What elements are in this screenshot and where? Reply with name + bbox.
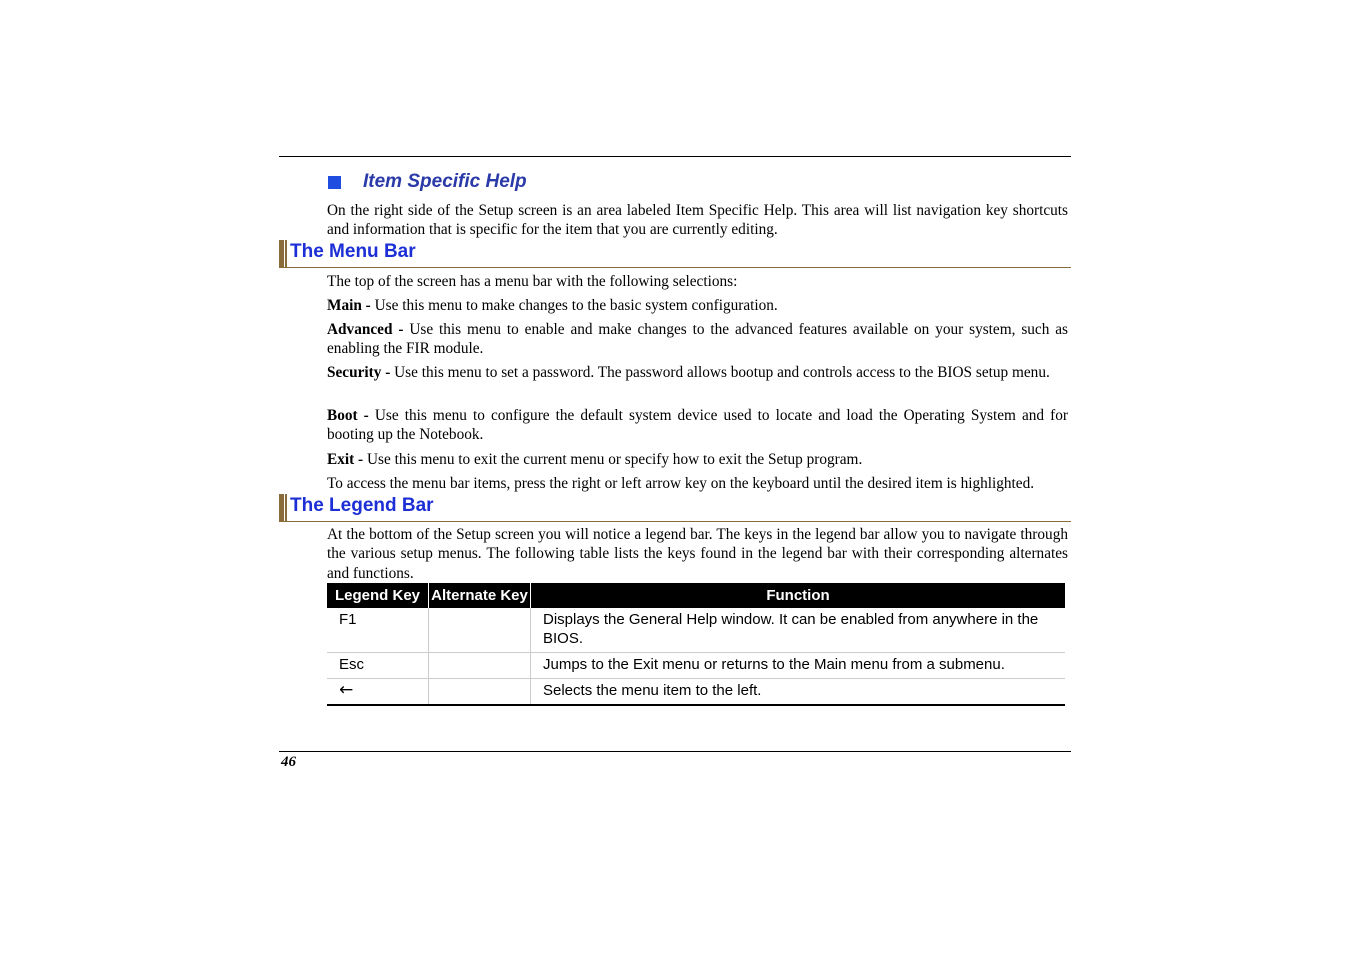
alternate-key-cell [429,653,531,679]
legend-bar-intro: At the bottom of the Setup screen you will notice a legend bar. The keys in the legend bar allow you to navigate through the various setup menus. The following table lists the keys found in the legend bar with their corresponding alternates and functions. [327,526,1068,582]
table-header-row [327,583,1065,608]
column-header: Legend Key [327,583,429,608]
table-row [327,608,1065,653]
function-cell: Jumps to the Exit menu or returns to the Main menu from a submenu. [531,653,1066,679]
bottom-rule [279,751,1071,752]
item-specific-help-body: On the right side of the Setup screen is an area labeled Item Specific Help. This area will list navigation key shortcuts and information that is specific for the item that you are currently editing. [327,202,1068,239]
column-header: Alternate Key [429,583,531,608]
menu-item-security [327,363,1068,382]
menu-term: Security - [327,364,391,381]
menu-desc: Use this menu to enable and make changes to the advanced features available on your system, such as enabling the FIR module. [327,321,1068,358]
heading-bar-icon [285,494,287,521]
item-specific-help-title: Item Specific Help [363,171,527,192]
table-row [327,679,1065,706]
menu-item-exit [327,450,1068,469]
top-rule [279,156,1071,157]
menu-desc: Use this menu to configure the default system device used to locate and load the Operating System and for booting up the Notebook. [327,407,1069,444]
menu-bar-intro: The top of the screen has a menu bar with the following selections: [327,273,738,290]
heading-bar-icon [279,240,284,267]
function-cell: Displays the General Help window. It can be enabled from anywhere in the BIOS. [531,608,1066,653]
menu-item-advanced [327,320,1068,359]
square-bullet-icon [328,176,341,189]
column-header: Function [531,583,1066,608]
menu-item-boot [327,406,1068,445]
menu-desc: Use this menu to exit the current menu or specify how to exit the Setup program. [363,451,863,468]
legend-key-cell: Esc [327,653,429,679]
menu-term: Advanced - [327,321,404,338]
menu-bar-outro: To access the menu bar items, press the right or left arrow key on the keyboard until the desired item is highlighted. [327,475,1035,492]
menu-item-main [327,296,1068,315]
menu-desc: Use this menu to make changes to the basic system configuration. [370,297,778,314]
legend-key-table [327,583,1065,706]
page-number: 46 [281,754,296,770]
legend-key-cell: F1 [327,608,429,653]
legend-bar-title: The Legend Bar [290,495,434,516]
menu-desc: Use this menu to set a password. The password allows bootup and controls access to the BIOS setup menu. [390,364,1050,381]
heading-bar-icon [279,494,284,521]
menu-bar-heading [279,240,1071,268]
table-row [327,653,1065,679]
alternate-key-cell [429,608,531,653]
menu-bar-title: The Menu Bar [290,241,416,262]
legend-key-cell: ← [327,679,429,706]
menu-term: Boot - [327,407,369,424]
heading-bar-icon [285,240,287,267]
legend-bar-heading [279,494,1071,522]
function-cell: Selects the menu item to the left. [531,679,1066,706]
alternate-key-cell [429,679,531,706]
menu-term: Main - [327,297,371,314]
item-specific-help-heading [328,170,527,194]
menu-term: Exit - [327,451,364,468]
